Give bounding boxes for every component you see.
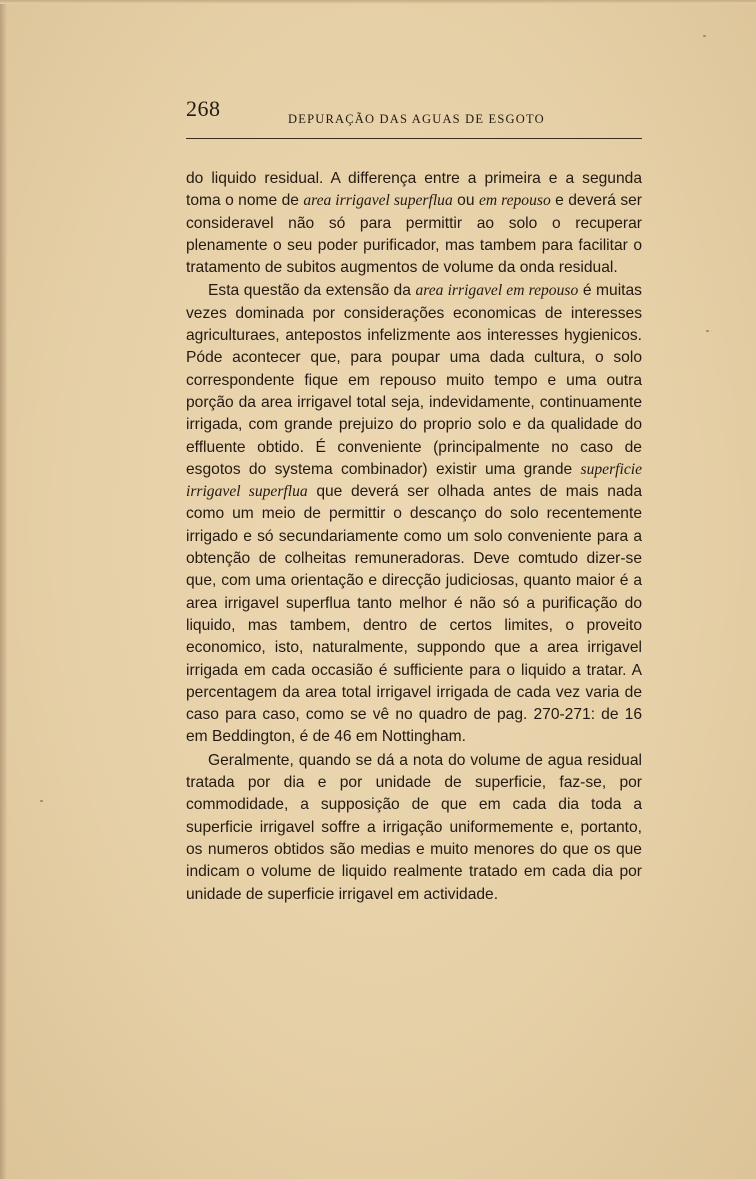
paper-speck xyxy=(706,330,709,332)
text-run: que deverá ser olhada antes de mais nada como um meio de permittir o descanço do solo recentemente irrigado e só secundariamente como um solo conveniente para a obtenção de colheitas remuneradoras. Deve comtudo dizer-se que, com uma orientação e direcção judiciosas, quanto maior é a area irrigavel superflua tanto melhor é não só a purificação do liquido, mas tambem, dentro de certos limites, o proveito economico, isto, naturalmente, suppondo que a area irrigavel irrigada em cada occasião é sufficiente para o liquido a tratar. A percentagem da area total irrigavel irrigada de cada vez varia de caso para caso, como se vê no quadro de pag. 270-271: de 16 em Beddington, é de 46 em Nottingham. xyxy=(186,483,642,746)
paragraph-1 xyxy=(186,168,642,279)
text-run: Geralmente, quando se dá a nota do volume de agua residual tratada por dia e por unidade de superficie, faz-se, por commodidade, a supposição de que em cada dia toda a superficie irrigavel soffre a irrigação uniformemente e, portanto, os numeros obtidos são medias e muito menores do que os que indicam o volume de liquido realmente tratado em cada dia por unidade de superficie irrigavel em actividade. xyxy=(186,751,642,903)
text-run: Esta questão da extensão da xyxy=(208,282,416,300)
italic-phrase: superficie irrigavel superflua xyxy=(186,460,642,501)
text-run: e deverá ser consideravel não só para permittir ao solo o recuperar plenamente o seu poder purificador, mas tambem para facilitar o tratamento de subitos augmentos de volume da onda residual. xyxy=(186,192,643,277)
text-run: do liquido residual. A differença entre a primeira e a segunda toma o nome de xyxy=(186,170,642,210)
italic-phrase: em repouso xyxy=(478,192,551,210)
body-text xyxy=(186,168,642,906)
header-rule xyxy=(186,138,642,139)
page-left-edge xyxy=(0,0,7,1179)
paragraph-2 xyxy=(186,280,642,748)
paragraph-3 xyxy=(186,750,642,906)
italic-phrase: area irrigavel em repouso xyxy=(415,282,579,300)
paper-speck xyxy=(40,800,43,802)
text-run: ou xyxy=(452,192,479,210)
page-top-edge xyxy=(0,0,756,4)
italic-phrase: area irrigavel superflua xyxy=(303,192,453,210)
page-header xyxy=(186,96,642,136)
text-run: é muitas vezes dominada por considerações economicas de interesses agriculturaes, antepostos infelizmente aos interesses hygienicos. Póde acontecer que, para poupar uma dada cultura, o solo correspondente fique em repouso muito tempo e uma outra porção da area irrigavel total seja, indevidamente, continuamente irrigada, com grande prejuizo do proprio solo e da qualidade do effluente obtido. É conveniente (principalmente no caso de esgotos do systema combinador) existir uma grande xyxy=(186,282,642,478)
running-title: DEPURAÇÃO DAS AGUAS DE ESGOTO xyxy=(288,112,545,126)
page-number: 268 xyxy=(186,96,221,121)
paper-speck xyxy=(703,35,706,37)
